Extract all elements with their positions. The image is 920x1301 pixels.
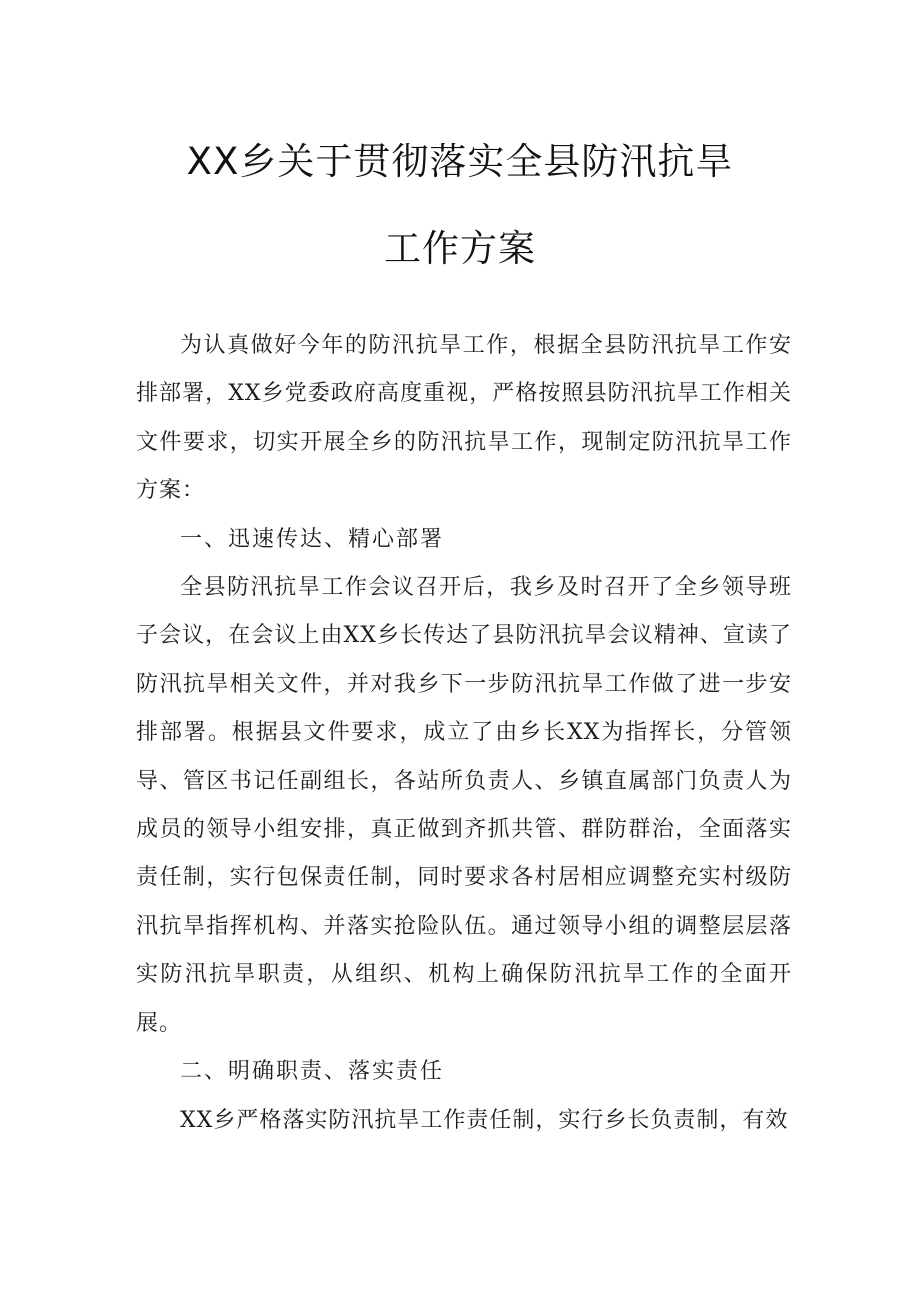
document-title-line-1: XX乡关于贯彻落实全县防汛抗旱 xyxy=(186,140,734,183)
section-2-paragraph: XX乡严格落实防汛抗旱工作责任制，实行乡长负责制，有效 xyxy=(180,1107,789,1133)
document-title-line-2: 工作方案 xyxy=(384,227,536,270)
section-1-paragraph: 全县防汛抗旱工作会议召开后，我乡及时召开了全乡领导班子会议，在会议上由XX乡长传达了县防汛抗旱会议精神、宣读了防汛抗旱相关文件，并对我乡下一步防汛抗旱工作做了进一步安排部署。根据县文件要求，成立了由乡长XX为指挥长，分管领导、管区书记任副组长，各站所负责人、乡镇直属部门负责人为成员的领导小组安排，真正做到齐抓共管、群防群治，全面落实责任制，实行包保责任制，同时要求各村居相应调整充实村级防汛抗旱指挥机构、并落实抢险队伍。通过领导小组的调整层层落实防汛抗旱职责，从组织、机构上确保防汛抗旱工作的全面开展。 xyxy=(136,575,792,1036)
intro-paragraph: 为认真做好今年的防汛抗旱工作，根据全县防汛抗旱工作安排部署，XX乡党委政府高度重视，严格按照县防汛抗旱工作相关文件要求，切实开展全乡的防汛抗旱工作，现制定防汛抗旱工作方案： xyxy=(136,333,792,504)
section-heading-2: 二、明确职责、落实责任 xyxy=(180,1059,445,1085)
section-heading-1: 一、迅速传达、精心部署 xyxy=(180,526,445,552)
document-body xyxy=(136,322,792,1145)
